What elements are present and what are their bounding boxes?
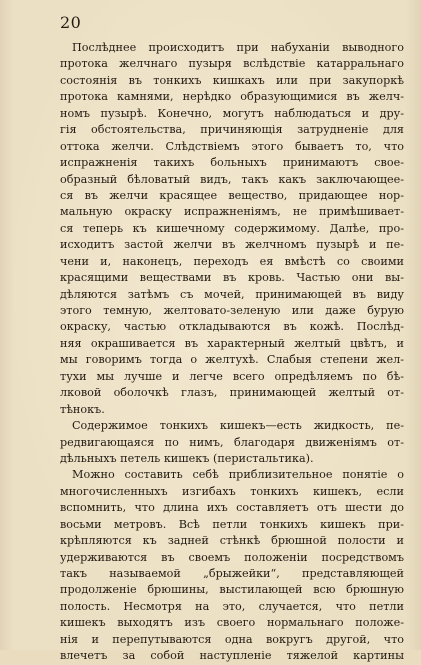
text-line: няя окрашивается въ характерный желтый цвѣтъ, и	[60, 336, 404, 350]
text-line: кишекъ выходятъ изъ своего нормальнаго положе-	[60, 616, 404, 630]
text-line: нія и перепутываются одна вокругъ другой, что	[60, 632, 404, 646]
text-line: восьми метровъ. Всѣ петли тонкихъ кишекъ при-	[60, 517, 404, 531]
text-line: дѣльныхъ петель кишекъ (перистальтика).	[60, 451, 314, 465]
text-line: дѣляются затѣмъ съ мочей, принимающей въ виду	[60, 287, 404, 301]
text-line: чени и, наконецъ, переходъ ея вмѣстѣ со своими	[60, 254, 404, 268]
text-line: Можно составить себѣ приблизительное понятіе о	[72, 468, 404, 482]
page-number: 20	[60, 13, 82, 32]
text-line: этого темную, желтовато-зеленую или даже бурую	[60, 304, 404, 317]
text-line: образный бѣловатый видъ, такъ какъ заключающее-	[60, 172, 404, 186]
text-line: вспомнить, что длина ихъ составляетъ отъ шести до	[60, 501, 404, 515]
text-line: многочисленныхъ изгибахъ тонкихъ кишекъ, если	[60, 484, 404, 498]
text-line: редвигающаяся по нимъ, благодаря движеніямъ от-	[60, 435, 404, 449]
text-line: влечетъ за собой наступленіе тяжелой картины	[60, 649, 404, 663]
text-line: состоянія въ тонкихъ кишкахъ или при закупоркѣ	[60, 73, 404, 87]
text-line: ся въ желчи красящее вещество, придающее нор-	[60, 188, 404, 202]
text-line: Содержимое тонкихъ кишекъ—есть жидкость, пе-	[72, 419, 404, 433]
text-line: крѣпляются къ задней стѣнкѣ брюшной полости и	[60, 534, 404, 548]
text-line: оттока желчи. Слѣдствіемъ этого бываетъ то, что	[60, 139, 404, 153]
text-line: мальную окраску испражненіямъ, не примѣшивает-	[60, 205, 404, 219]
text-line: номъ пузырѣ. Конечно, могутъ наблюдаться и дру-	[60, 106, 404, 120]
text-line: протока желчнаго пузыря вслѣдствіе катарральнаго	[60, 57, 404, 71]
text-line: продолженіе брюшины, выстилающей всю брюшную	[60, 583, 404, 597]
text-line: исходитъ застой желчи въ желчномъ пузырѣ и пе-	[60, 238, 404, 252]
text-line: лковой оболочкѣ глазъ, принимающей желтый от-	[60, 386, 404, 400]
text-line: ся теперь къ кишечному содержимому. Далѣе, про-	[60, 221, 404, 235]
text-line: полость. Несмотря на это, случается, что петли	[60, 599, 404, 613]
text-line: красящими веществами въ кровь. Частью они вы-	[60, 271, 404, 285]
text-line: протока камнями, нерѣдко образующимися въ желч-	[60, 90, 404, 104]
text-line: тѣнокъ.	[60, 402, 105, 416]
text-line: мы говоримъ тогда о желтухѣ. Слабыя степени жел-	[60, 353, 404, 367]
text-line: такъ называемой „брыжейки“, представляющей	[60, 567, 404, 580]
text-line: гія обстоятельства, причиняющія затрудненіе для	[60, 123, 404, 137]
text-line: тухи мы лучше и легче всего опредѣляемъ по бѣ-	[60, 369, 404, 383]
body-text	[60, 40, 404, 665]
text-line: Послѣднее происходитъ при набуханіи выводного	[72, 41, 404, 54]
text-line: испражненія такихъ больныхъ принимаютъ свое-	[60, 156, 404, 170]
text-line: окраску, частью откладываются въ кожѣ. Послѣд-	[60, 320, 404, 334]
text-line: удерживаются въ своемъ положеніи посредствомъ	[60, 550, 404, 564]
